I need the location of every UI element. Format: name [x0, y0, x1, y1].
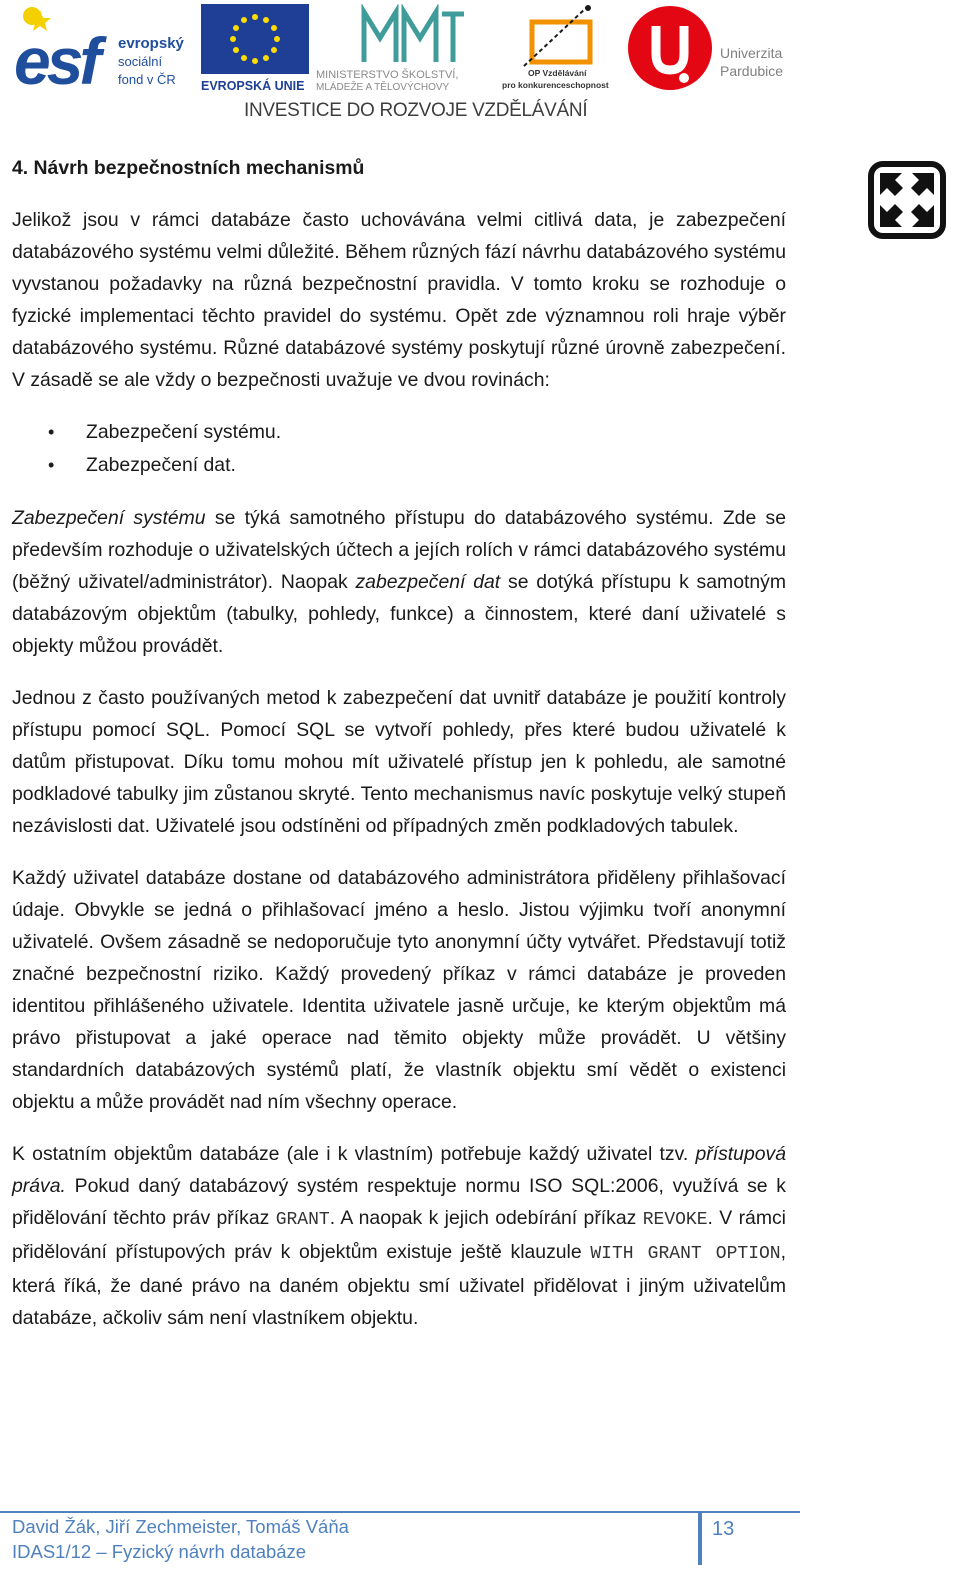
text-span: , která říká, že dané právo na daném objektu smí uživatel přidělovat i jiným uživatelům databáze, ačkoliv sám není vlastníkem objektu. — [12, 1241, 786, 1329]
msmt-line1: MINISTERSTVO ŠKOLSTVÍ, — [316, 69, 459, 81]
footer-rule — [0, 1511, 800, 1513]
logo-bar — [0, 0, 960, 130]
univerzita-pardubice-logo — [628, 4, 798, 94]
op-line1: OP Vzdělávání — [528, 68, 587, 78]
esf-name-line1: evropský — [118, 35, 184, 52]
text-span: se týká samotného přístupu do databázového systému. Zde se především rozhoduje o uživatelských účtech a jejích rolích v rámci databázového systému (běžný uživatel/administrátor). Naopak — [12, 507, 786, 593]
code-revoke: REVOKE — [642, 1210, 708, 1230]
list-item: • Zabezpečení systému. — [12, 416, 786, 449]
paragraph-sql-access: Jednou z často používaných metod k zabezpečení dat uvnitř databáze je použití kontroly přístupu pomocí SQL. Pomocí SQL se vytvoří pohledy, přes které budou uživatelé k datům přistupovat. Díku tomu mohou mít uživatelé přístup jen k pohledu, ale samotné podkladové tabulky jim zůstanou skryté. Tento mechanismus navíc poskytuje velký stupeň nezávislosti dat. Uživatelé jsou odstíněni od případných změn podkladových tabulek. — [12, 687, 786, 837]
text-span: K ostatním objektům databáze (ale i k vlastním) potřebuje každý uživatel tzv. — [12, 1143, 696, 1165]
op-vzdelavani-logo — [502, 4, 622, 94]
term-data-security: zabezpečení dat — [355, 571, 501, 593]
upa-line1: Univerzita — [720, 45, 783, 61]
msmt-line2: MLÁDEŽE A TĚLOVÝCHOVY — [316, 82, 450, 93]
list-item: • Zabezpečení dat. — [12, 449, 786, 482]
code-with-grant-option: WITH GRANT OPTION — [590, 1244, 781, 1264]
text-span: Pokud daný databázový systém respektuje normu ISO SQL:2006, využívá se k přidělování těchto práv příkaz — [12, 1175, 786, 1229]
code-grant: GRANT — [275, 1210, 330, 1230]
document-body — [12, 152, 786, 1354]
text-span: . A naopak k jejich odebírání příkaz — [329, 1207, 643, 1229]
footer-authors: David Žák, Jiří Zechmeister, Tomáš Váňa — [12, 1516, 349, 1537]
paragraph-system-vs-data — [12, 502, 786, 662]
expand-arrows-icon[interactable] — [868, 161, 946, 239]
investice-tagline: INVESTICE DO ROZVOJE VZDĚLÁVÁNÍ — [244, 100, 588, 121]
eu-flag-logo — [201, 4, 309, 94]
upa-mark-icon — [628, 6, 712, 90]
esf-name-line3: fond v ČR — [118, 72, 176, 87]
esf-mark-icon — [14, 7, 107, 94]
text-span: . V rámci přidělování přístupových práv k objektům existuje ještě klauzule — [12, 1207, 786, 1263]
msmt-logo — [314, 4, 496, 94]
footer-course: IDAS1/12 – Fyzický návrh databáze — [12, 1541, 307, 1562]
esf-name-line2: sociální — [118, 54, 163, 69]
paragraph-credentials: Každý uživatel databáze dostane od databázového administrátora přiděleny přihlašovací údaje. Obvykle se jedná o přihlašovací jméno a heslo. Jistou výjimku tvoří anonymní uživatelé. Ovšem zásadně se nedoporučuje tyto anonymní účty vytvářet. Představují totiž značné bezpečnostní riziko. Každý provedený příkaz v rámci databáze je proveden identitou přihlášeného uživatele. Identita uživatele jasně určuje, ke kterým objektům má právo přistupovat a jaké operace nad těmito objekty může provádět. U většiny standardních databázových systémů platí, že vlastník objektu smí vědět o existenci objektu a může provádět nad ním všechny operace. — [12, 867, 786, 1113]
security-levels-list — [12, 416, 786, 482]
op-line2: pro konkurenceschopnost — [502, 80, 609, 90]
section-heading: 4. Návrh bezpečnostních mechanismů — [12, 157, 365, 179]
esf-logo — [14, 4, 194, 94]
text-span: se dotýká přístupu k samotným databázovým objektům (tabulky, pohledy, funkce) a činnostem, které daní uživatelé s objekty můžou provádět. — [12, 571, 786, 657]
page-number: 13 — [712, 1518, 735, 1540]
msmt-mark-icon — [364, 12, 464, 62]
term-system-security: Zabezpečení systému — [12, 507, 206, 529]
upa-line2: Pardubice — [720, 63, 784, 79]
footer-divider — [698, 1513, 702, 1565]
eu-label: EVROPSKÁ UNIE — [201, 79, 305, 93]
svg-text:esf: esf — [14, 24, 98, 94]
op-mark-icon — [524, 5, 591, 66]
paragraph-access-rights — [12, 1138, 786, 1334]
paragraph-intro: Jelikož jsou v rámci databáze často uchovávána velmi citlivá data, je zabezpečení databázového systému velmi důležité. Během různých fází návrhu databázového systému vyvstanou požadavky na různá bezpečnostní pravidla. V tomto kroku se rozhoduje o fyzické implementaci těchto pravidel do systému. Opět zde významnou roli hraje výběr databázového systému. Různé databázové systémy poskytují různé úrovně zabezpečení. V zásadě se ale vždy o bezpečnosti uvažuje ve dvou rovinách: — [12, 209, 786, 391]
term-access-rights: přístupová práva. — [12, 1143, 786, 1197]
